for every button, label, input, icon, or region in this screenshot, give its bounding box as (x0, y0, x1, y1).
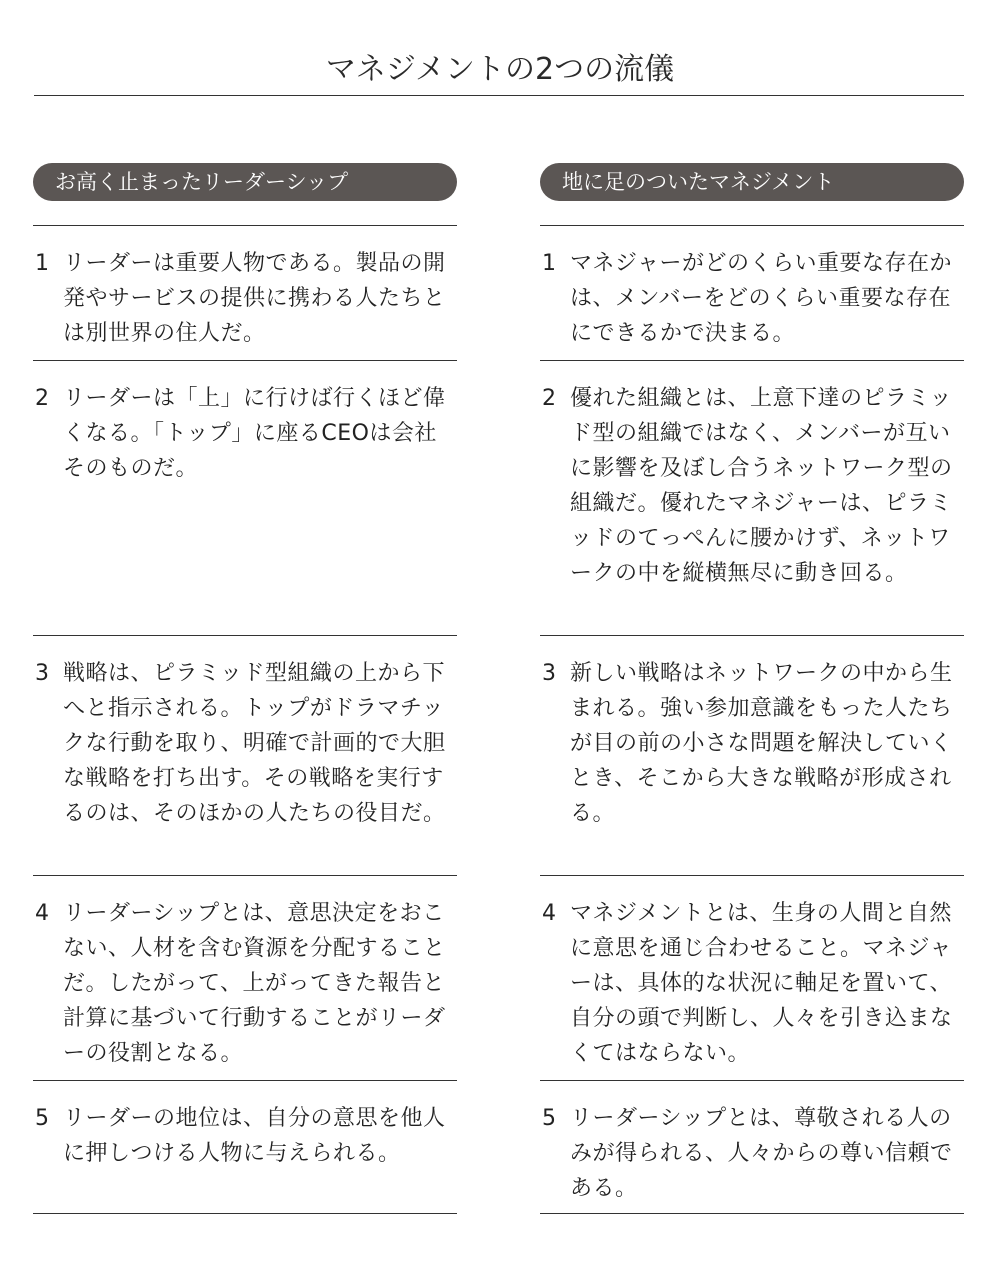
list-item (540, 225, 964, 346)
item-text: リーダーは「上」に行けば行くほど偉くなる。「トップ」に座るCEOは会社そのものだ。 (63, 386, 446, 481)
item-text: 新しい戦略はネットワークの中から生まれる。強い参加意識をもった人たちが目の前の小さな問題を解決していくとき、そこから大きな戦略が形成される。 (570, 661, 953, 826)
item-number: 3 (542, 661, 556, 686)
title-divider (34, 95, 964, 96)
column-heading-pill: 地に足のついたマネジメント (540, 163, 964, 201)
list-item (33, 635, 457, 826)
list-item (540, 1080, 964, 1201)
item-number: 4 (542, 901, 556, 926)
column-management (540, 163, 964, 1201)
item-text: マネジャーがどのくらい重要な存在かは、メンバーをどのくらい重要な存在にできるかで決まる。 (570, 251, 953, 346)
bottom-divider (540, 1213, 964, 1214)
list-item (33, 875, 457, 1066)
item-text: リーダーの地位は、自分の意思を他人に押しつける人物に与えられる。 (63, 1106, 446, 1166)
column-leadership (33, 163, 457, 1166)
item-number: 5 (542, 1106, 556, 1131)
item-text: リーダーシップとは、尊敬される人のみが得られる、人々からの尊い信頼である。 (570, 1106, 953, 1201)
item-text: リーダーシップとは、意思決定をおこない、人材を含む資源を分配することだ。したがって、上がってきた報告と計算に基づいて行動することがリーダーの役割となる。 (63, 901, 446, 1066)
item-number: 2 (542, 386, 556, 411)
item-number: 3 (35, 661, 49, 686)
list-item (540, 635, 964, 826)
list-item (33, 225, 457, 346)
list-item (540, 360, 964, 586)
list-item (540, 875, 964, 1066)
item-text: リーダーは重要人物である。製品の開発やサービスの提供に携わる人たちとは別世界の住人だ。 (63, 251, 446, 346)
item-number: 1 (542, 251, 556, 276)
item-text: 優れた組織とは、上意下達のピラミッド型の組織ではなく、メンバーが互いに影響を及ぼし合うネットワーク型の組織だ。優れたマネジャーは、ピラミッドのてっぺんに腰かけず、ネットワークの中を縦横無尽に動き回る。 (570, 386, 953, 586)
bottom-divider (33, 1213, 457, 1214)
item-number: 5 (35, 1106, 49, 1131)
item-text: マネジメントとは、生身の人間と自然に意思を通じ合わせること。マネジャーは、具体的な状況に軸足を置いて、自分の頭で判断し、人々を引き込まなくてはならない。 (570, 901, 953, 1066)
item-number: 2 (35, 386, 49, 411)
item-text: 戦略は、ピラミッド型組織の上から下へと指示される。トップがドラマチックな行動を取り、明確で計画的で大胆な戦略を打ち出す。その戦略を実行するのは、そのほかの人たちの役目だ。 (63, 661, 446, 826)
list-item (33, 1080, 457, 1166)
item-number: 4 (35, 901, 49, 926)
page-title: マネジメントの2つの流儀 (325, 52, 675, 87)
list-item (33, 360, 457, 481)
item-number: 1 (35, 251, 49, 276)
column-heading-pill: お高く止まったリーダーシップ (33, 163, 457, 201)
